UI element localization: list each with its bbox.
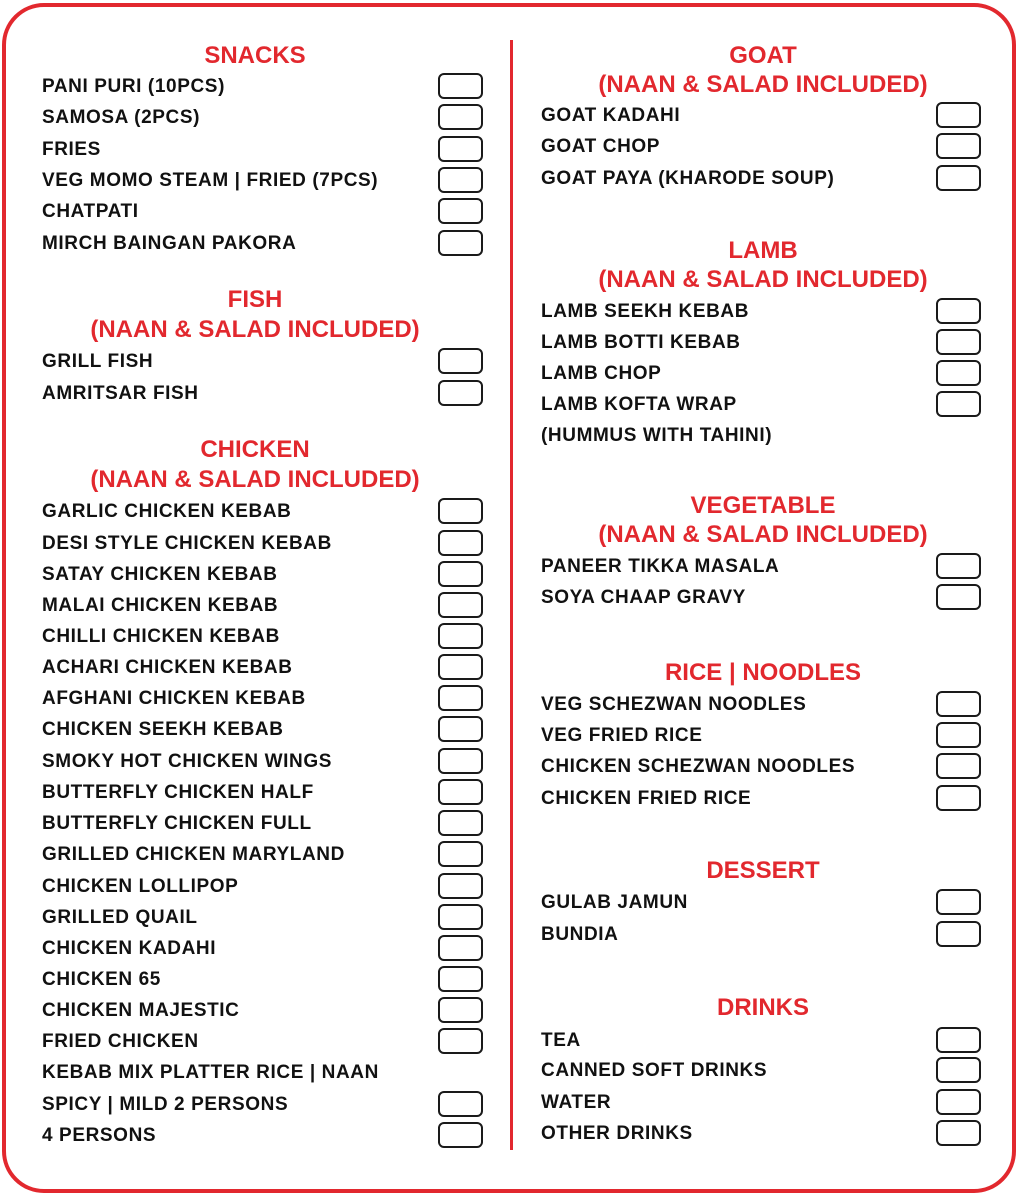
menu-item-afghani-chicken-kebab: AFGHANI CHICKEN KEBAB [42,688,306,709]
menu-item-lamb-kofta-wrap: LAMB KOFTA WRAP [541,394,737,415]
menu-item-satay-chicken-kebab: SATAY CHICKEN KEBAB [42,564,278,585]
menu-item-chicken-65: CHICKEN 65 [42,969,161,990]
order-checkbox-chicken-fried-rice[interactable] [936,785,981,811]
section-heading-dessert: DESSERT [706,857,820,884]
order-checkbox-butterfly-chicken-half[interactable] [438,779,483,805]
section-subheading-goat: (NAAN & SALAD INCLUDED) [598,71,928,98]
order-checkbox-goat-chop[interactable] [936,133,981,159]
order-checkbox-chilli-chicken-kebab[interactable] [438,623,483,649]
order-checkbox-chicken-schezwan-noodles[interactable] [936,753,981,779]
menu-item-grilled-chicken-maryland: GRILLED CHICKEN MARYLAND [42,844,345,865]
menu-item-smoky-hot-chicken-wings: SMOKY HOT CHICKEN WINGS [42,751,333,772]
order-checkbox-garlic-chicken-kebab[interactable] [438,498,483,524]
menu-item-chatpati: CHATPATI [42,201,139,222]
menu-item-lamb-chop: LAMB CHOP [541,363,662,384]
section-subheading-lamb: (NAAN & SALAD INCLUDED) [598,266,928,293]
menu-item-lamb-seekh-kebab: LAMB SEEKH KEBAB [541,301,750,322]
menu-item-achari-chicken-kebab: ACHARI CHICKEN KEBAB [42,657,293,678]
order-checkbox-water[interactable] [936,1089,981,1115]
order-checkbox-grill-fish[interactable] [438,348,483,374]
order-checkbox-amritsar-fish[interactable] [438,380,483,406]
menu-item-grilled-quail: GRILLED QUAIL [42,907,198,928]
section-heading-drinks: DRINKS [716,994,809,1021]
order-checkbox-satay-chicken-kebab[interactable] [438,561,483,587]
menu-item-samosa-2pcs: SAMOSA (2PCS) [42,107,201,128]
menu-item-chicken-schezwan-noodles: CHICKEN SCHEZWAN NOODLES [541,756,856,777]
menu-item-goat-chop: GOAT CHOP [541,136,661,157]
menu-item-butterfly-chicken-full: BUTTERFLY CHICKEN FULL [42,813,312,834]
order-checkbox-fries[interactable] [438,136,483,162]
menu-item-kebab-mix-platter-rice-naan: KEBAB MIX PLATTER RICE | NAAN [42,1062,379,1083]
menu-item-4-persons: 4 PERSONS [42,1125,157,1146]
menu-item-veg-momo-steam-fried-7pcs: VEG MOMO STEAM | FRIED (7PCS) [42,170,379,191]
order-checkbox-pani-puri-10pcs[interactable] [438,73,483,99]
order-checkbox-chatpati[interactable] [438,198,483,224]
menu-item-chicken-seekh-kebab: CHICKEN SEEKH KEBAB [42,719,284,740]
order-checkbox-other-drinks[interactable] [936,1120,981,1146]
order-checkbox-paneer-tikka-masala[interactable] [936,553,981,579]
section-heading-vegetable: VEGETABLE [690,492,836,519]
order-checkbox-afghani-chicken-kebab[interactable] [438,685,483,711]
menu-item-gulab-jamun: GULAB JAMUN [541,892,688,913]
menu-item-paneer-tikka-masala: PANEER TIKKA MASALA [541,556,780,577]
order-checkbox-achari-chicken-kebab[interactable] [438,654,483,680]
menu-item-pani-puri-10pcs: PANI PURI (10PCS) [42,76,225,97]
menu-item-garlic-chicken-kebab: GARLIC CHICKEN KEBAB [42,501,292,522]
order-checkbox-lamb-botti-kebab[interactable] [936,329,981,355]
section-heading-goat: GOAT [729,42,797,69]
menu-item-water: WATER [541,1092,612,1113]
order-checkbox-bundia[interactable] [936,921,981,947]
column-divider [510,40,513,1150]
section-heading-lamb: LAMB [728,237,798,264]
order-checkbox-veg-schezwan-noodles[interactable] [936,691,981,717]
menu-item-chicken-majestic: CHICKEN MAJESTIC [42,1000,240,1021]
order-checkbox-chicken-65[interactable] [438,966,483,992]
order-checkbox-malai-chicken-kebab[interactable] [438,592,483,618]
menu-item-butterfly-chicken-half: BUTTERFLY CHICKEN HALF [42,782,314,803]
menu-item-tea: TEA [541,1030,581,1051]
order-checkbox-tea[interactable] [936,1027,981,1053]
section-heading-fish: FISH [227,286,283,313]
menu-item-chilli-chicken-kebab: CHILLI CHICKEN KEBAB [42,626,280,647]
menu-item-other-drinks: OTHER DRINKS [541,1123,693,1144]
order-checkbox-smoky-hot-chicken-wings[interactable] [438,748,483,774]
menu-item-grill-fish: GRILL FISH [42,351,154,372]
order-checkbox-fried-chicken[interactable] [438,1028,483,1054]
menu-item-bundia: BUNDIA [541,924,619,945]
order-checkbox-goat-paya-kharode-soup[interactable] [936,165,981,191]
menu-item-veg-schezwan-noodles: VEG SCHEZWAN NOODLES [541,694,807,715]
order-checkbox-chicken-kadahi[interactable] [438,935,483,961]
order-checkbox-mirch-baingan-pakora[interactable] [438,230,483,256]
order-checkbox-4-persons[interactable] [438,1122,483,1148]
order-checkbox-goat-kadahi[interactable] [936,102,981,128]
section-heading-chicken: CHICKEN [200,436,310,463]
order-checkbox-samosa-2pcs[interactable] [438,104,483,130]
menu-item-goat-kadahi: GOAT KADAHI [541,105,681,126]
order-checkbox-grilled-quail[interactable] [438,904,483,930]
order-checkbox-butterfly-chicken-full[interactable] [438,810,483,836]
menu-item-mirch-baingan-pakora: MIRCH BAINGAN PAKORA [42,233,297,254]
order-checkbox-grilled-chicken-maryland[interactable] [438,841,483,867]
menu-item-fried-chicken: FRIED CHICKEN [42,1031,199,1052]
menu-item-canned-soft-drinks: CANNED SOFT DRINKS [541,1060,768,1081]
menu-item-chicken-fried-rice: CHICKEN FRIED RICE [541,788,752,809]
order-checkbox-chicken-lollipop[interactable] [438,873,483,899]
order-checkbox-lamb-kofta-wrap[interactable] [936,391,981,417]
menu-item-fries: FRIES [42,139,101,160]
section-heading-rice: RICE | NOODLES [664,659,862,686]
order-checkbox-veg-fried-rice[interactable] [936,722,981,748]
order-checkbox-soya-chaap-gravy[interactable] [936,584,981,610]
section-subheading-fish: (NAAN & SALAD INCLUDED) [90,316,420,343]
menu-item-malai-chicken-kebab: MALAI CHICKEN KEBAB [42,595,279,616]
order-checkbox-lamb-seekh-kebab[interactable] [936,298,981,324]
order-checkbox-desi-style-chicken-kebab[interactable] [438,530,483,556]
menu-item-lamb-botti-kebab: LAMB BOTTI KEBAB [541,332,741,353]
order-checkbox-veg-momo-steam-fried-7pcs[interactable] [438,167,483,193]
menu-item-spicy-mild-2-persons: SPICY | MILD 2 PERSONS [42,1094,289,1115]
order-checkbox-chicken-seekh-kebab[interactable] [438,716,483,742]
menu-item-hummus-with-tahini: (HUMMUS WITH TAHINI) [541,425,773,446]
order-checkbox-lamb-chop[interactable] [936,360,981,386]
menu-item-soya-chaap-gravy: SOYA CHAAP GRAVY [541,587,746,608]
menu-item-chicken-kadahi: CHICKEN KADAHI [42,938,217,959]
order-checkbox-gulab-jamun[interactable] [936,889,981,915]
section-subheading-vegetable: (NAAN & SALAD INCLUDED) [598,521,928,548]
menu-item-desi-style-chicken-kebab: DESI STYLE CHICKEN KEBAB [42,533,332,554]
menu-item-amritsar-fish: AMRITSAR FISH [42,383,199,404]
order-checkbox-canned-soft-drinks[interactable] [936,1057,981,1083]
section-subheading-chicken: (NAAN & SALAD INCLUDED) [90,466,420,493]
menu-item-chicken-lollipop: CHICKEN LOLLIPOP [42,876,239,897]
menu-item-veg-fried-rice: VEG FRIED RICE [541,725,703,746]
menu-item-goat-paya-kharode-soup: GOAT PAYA (KHARODE SOUP) [541,168,835,189]
order-checkbox-chicken-majestic[interactable] [438,997,483,1023]
section-heading-snacks: SNACKS [204,42,306,69]
order-checkbox-spicy-mild-2-persons[interactable] [438,1091,483,1117]
